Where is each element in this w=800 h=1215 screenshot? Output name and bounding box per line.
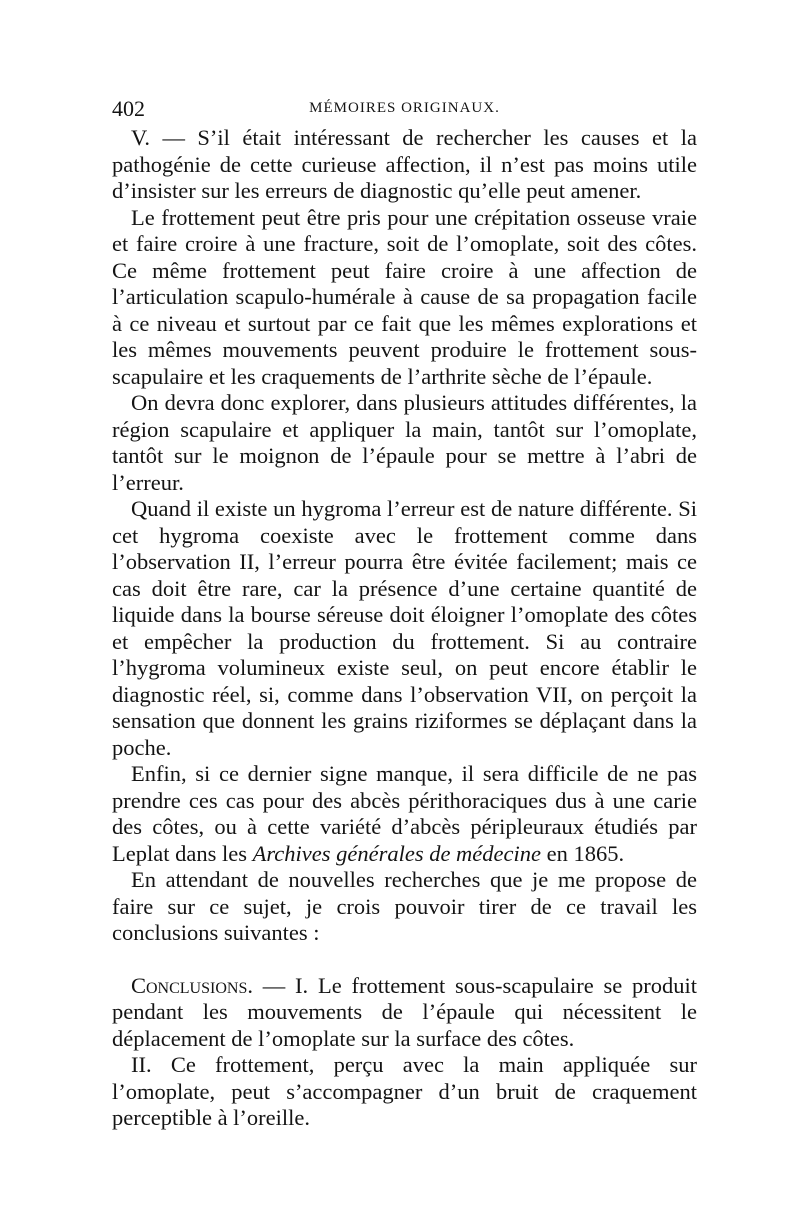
paragraph-frottement: Le frottement peut être pris pour une crépitation osseuse vraie et faire croire à une fracture, soit de l’omoplate, soit des côtes. Ce même frottement peut faire croire à une affection de l’articulation scapulo-humérale à cause de sa propagation facile à ce niveau et surtout par ce fait que les mêmes explorations et les mêmes mouvements peuvent produire le frottement sous-scapulaire et les craquements de l’arthrite sèche de l’épaule. [112, 204, 697, 389]
conclusion-two: II. Ce frottement, perçu avec la main appliquée sur l’omoplate, peut s’accompagner d’un bruit de craquement perceptible à l’oreille. [112, 1052, 697, 1130]
conclusions-heading: Conclusions. [131, 972, 253, 998]
running-title: MÉMOIRES ORIGINAUX. [309, 100, 500, 116]
page-number: 402 [112, 96, 145, 121]
page-header [112, 96, 697, 126]
conclusion-one-text: — I. Le frottement sous-scapulaire se produit pendant les mouvements de l’épaule qui nécessitent le déplacement de l’omoplate sur la surface des côtes. [112, 972, 697, 1051]
paragraph-hygroma: Quand il existe un hygroma l’erreur est de nature différente. Si cet hygroma coexiste avec le frottement comme dans l’observation II, l’erreur pourra être évitée facilement; mais ce cas doit être rare, car la présence d’une certaine quantité de liquide dans la bourse séreuse doit éloigner l’omoplate des côtes et empêcher la production du frottement. Si au contraire l’hygroma volumineux existe seul, on peut encore établir le diagnostic réel, si, comme dans l’observation VII, on perçoit la sensation que donnent les grains riziformes se déplaçant dans la poche. [112, 496, 697, 760]
journal-title: Archives générales de médecine [252, 840, 542, 866]
body-text [112, 125, 697, 1132]
paragraph-attendant: En attendant de nouvelles recherches que je me propose de faire sur ce sujet, je crois pouvoir tirer de ce travail les conclusions suivantes : [112, 867, 697, 945]
conclusion-one [112, 973, 697, 1053]
paragraph-section-v: V. — S’il était intéressant de rechercher les causes et la pathogénie de cette curieuse affection, il n’est pas moins utile d’insister sur les erreurs de diagnostic qu’elle peut amener. [112, 125, 697, 203]
enfin-text: Enfin, si ce dernier signe manque, il sera difficile de ne pas prendre ces cas pour des abcès périthoraciques dus à une carie des côtes, ou à cette variété d’abcès péripleuraux étudiés par Leplat dans les [112, 761, 697, 866]
paragraph-explorer: On devra donc explorer, dans plusieurs attitudes différentes, la région scapulaire et appliquer la main, tantôt sur l’omoplate, tantôt sur le moignon de l’épaule pour se mettre à l’abri de l’erreur. [112, 390, 697, 495]
enfin-year: en 1865. [541, 840, 625, 866]
paragraph-enfin [112, 761, 697, 867]
